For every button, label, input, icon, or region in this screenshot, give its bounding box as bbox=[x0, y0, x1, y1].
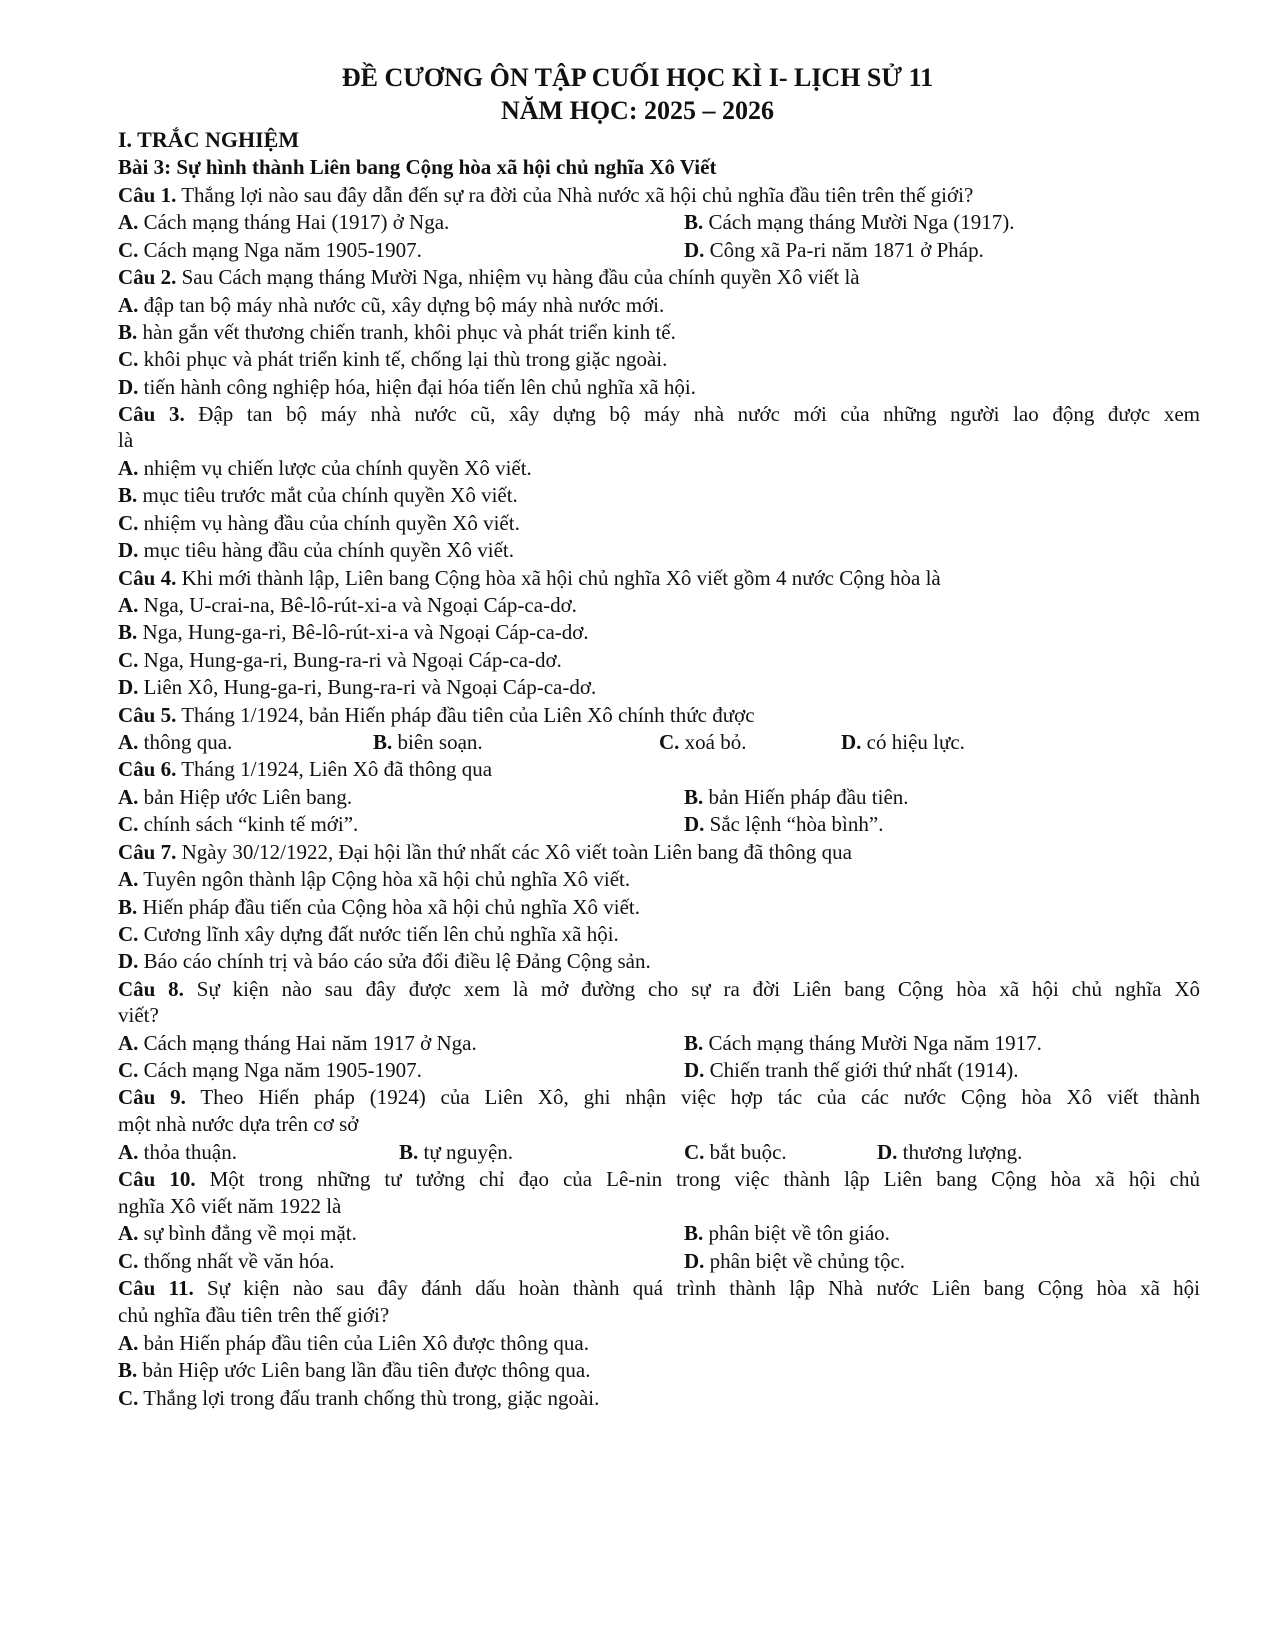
question-7: Câu 7. Ngày 30/12/1922, Đại hội lần thứ nhất các Xô viết toàn Liên bang đã thông qua bbox=[118, 840, 852, 864]
q7-option-d: D. Báo cáo chính trị và báo cáo sửa đổi điều lệ Đảng Cộng sản. bbox=[118, 949, 651, 973]
q5-option-d: D. có hiệu lực. bbox=[841, 730, 965, 754]
q1-option-a: A. Cách mạng tháng Hai (1917) ở Nga. bbox=[118, 210, 450, 234]
question-6: Câu 6. Tháng 1/1924, Liên Xô đã thông qua bbox=[118, 757, 493, 781]
question-3: Câu 3. Đập tan bộ máy nhà nước cũ, xây dựng bộ máy nhà nước mới của những người lao động được xem bbox=[118, 402, 1200, 426]
lesson-heading: Bài 3: Sự hình thành Liên bang Cộng hòa xã hội chủ nghĩa Xô Viết bbox=[118, 155, 717, 179]
q4-option-a: A. Nga, U-crai-na, Bê-lô-rút-xi-a và Ngoại Cáp-ca-dơ. bbox=[118, 593, 577, 617]
q7-option-b: B. Hiến pháp đầu tiến của Cộng hòa xã hội chủ nghĩa Xô viết. bbox=[118, 895, 640, 919]
question-3-cont: là bbox=[118, 428, 134, 452]
q4-option-d: D. Liên Xô, Hung-ga-ri, Bung-ra-ri và Ngoại Cáp-ca-dơ. bbox=[118, 675, 597, 699]
q1-option-d: D. Công xã Pa-ri năm 1871 ở Pháp. bbox=[684, 238, 984, 262]
q4-option-c: C. Nga, Hung-ga-ri, Bung-ra-ri và Ngoại Cáp-ca-dơ. bbox=[118, 648, 562, 672]
question-8-cont: viết? bbox=[118, 1003, 159, 1027]
q9-option-c: C. bắt buộc. bbox=[684, 1140, 787, 1164]
q10-option-c: C. thống nhất về văn hóa. bbox=[118, 1249, 335, 1273]
question-4: Câu 4. Khi mới thành lập, Liên bang Cộng hòa xã hội chủ nghĩa Xô viết gồm 4 nước Cộng hòa là bbox=[118, 566, 941, 590]
q3-option-b: B. mục tiêu trước mắt của chính quyền Xô viết. bbox=[118, 483, 518, 507]
q9-option-d: D. thương lượng. bbox=[877, 1140, 1023, 1164]
question-8: Câu 8. Sự kiện nào sau đây được xem là mở đường cho sự ra đời Liên bang Cộng hòa xã hội chủ nghĩa Xô bbox=[118, 977, 1200, 1001]
q2-option-a: A. đập tan bộ máy nhà nước cũ, xây dựng bộ máy nhà nước mới. bbox=[118, 293, 665, 317]
q11-option-c: C. Thắng lợi trong đấu tranh chống thù trong, giặc ngoài. bbox=[118, 1386, 600, 1410]
q1-option-b: B. Cách mạng tháng Mười Nga (1917). bbox=[684, 210, 1015, 234]
question-10-cont: nghĩa Xô viết năm 1922 là bbox=[118, 1194, 342, 1218]
q3-option-d: D. mục tiêu hàng đầu của chính quyền Xô viết. bbox=[118, 538, 514, 562]
q11-option-b: B. bản Hiệp ước Liên bang lần đầu tiên được thông qua. bbox=[118, 1358, 591, 1382]
q7-option-c: C. Cương lĩnh xây dựng đất nước tiến lên chủ nghĩa xã hội. bbox=[118, 922, 619, 946]
q1-option-c: C. Cách mạng Nga năm 1905-1907. bbox=[118, 238, 422, 262]
q5-option-a: A. thông qua. bbox=[118, 730, 233, 754]
q8-option-c: C. Cách mạng Nga năm 1905-1907. bbox=[118, 1058, 422, 1082]
q6-option-b: B. bản Hiến pháp đầu tiên. bbox=[684, 785, 909, 809]
question-9: Câu 9. Theo Hiến pháp (1924) của Liên Xô, ghi nhận việc hợp tác của các nước Cộng hòa Xô viết thành bbox=[118, 1085, 1200, 1109]
q6-option-c: C. chính sách “kinh tế mới”. bbox=[118, 812, 359, 836]
q5-option-c: C. xoá bỏ. bbox=[659, 730, 747, 754]
q2-option-b: B. hàn gắn vết thương chiến tranh, khôi phục và phát triển kinh tế. bbox=[118, 320, 676, 344]
document-title: ĐỀ CƯƠNG ÔN TẬP CUỐI HỌC KÌ I- LỊCH SỬ 11 bbox=[341, 63, 934, 92]
question-9-cont: một nhà nước dựa trên cơ sở bbox=[118, 1112, 359, 1136]
q5-option-b: B. biên soạn. bbox=[373, 730, 483, 754]
question-1: Câu 1. Thắng lợi nào sau đây dẫn đến sự ra đời của Nhà nước xã hội chủ nghĩa đầu tiên trên thế giới? bbox=[118, 183, 974, 207]
q2-option-c: C. khôi phục và phát triển kinh tế, chống lại thù trong giặc ngoài. bbox=[118, 347, 668, 371]
q10-option-b: B. phân biệt về tôn giáo. bbox=[684, 1221, 890, 1245]
q6-option-a: A. bản Hiệp ước Liên bang. bbox=[118, 785, 353, 809]
q4-option-b: B. Nga, Hung-ga-ri, Bê-lô-rút-xi-a và Ngoại Cáp-ca-dơ. bbox=[118, 620, 589, 644]
q2-option-d: D. tiến hành công nghiệp hóa, hiện đại hóa tiến lên chủ nghĩa xã hội. bbox=[118, 375, 696, 399]
q3-option-a: A. nhiệm vụ chiến lược của chính quyền Xô viết. bbox=[118, 456, 532, 480]
q6-option-d: D. Sắc lệnh “hòa bình”. bbox=[684, 812, 884, 836]
q8-option-d: D. Chiến tranh thế giới thứ nhất (1914). bbox=[684, 1058, 1019, 1082]
q8-option-b: B. Cách mạng tháng Mười Nga năm 1917. bbox=[684, 1031, 1042, 1055]
q8-option-a: A. Cách mạng tháng Hai năm 1917 ở Nga. bbox=[118, 1031, 477, 1055]
school-year: NĂM HỌC: 2025 – 2026 bbox=[501, 96, 774, 125]
q9-option-a: A. thỏa thuận. bbox=[118, 1140, 237, 1164]
q10-option-d: D. phân biệt về chủng tộc. bbox=[684, 1249, 906, 1273]
question-11: Câu 11. Sự kiện nào sau đây đánh dấu hoàn thành quá trình thành lập Nhà nước Liên bang Cộng hòa xã hội bbox=[118, 1276, 1201, 1300]
q10-option-a: A. sự bình đẳng về mọi mặt. bbox=[118, 1221, 357, 1245]
question-5: Câu 5. Tháng 1/1924, bản Hiến pháp đầu tiên của Liên Xô chính thức được bbox=[118, 703, 755, 727]
question-10: Câu 10. Một trong những tư tưởng chỉ đạo của Lê-nin trong việc thành lập Liên bang Cộng hòa xã hội chủ bbox=[118, 1167, 1200, 1191]
section-heading: I. TRẮC NGHIỆM bbox=[118, 127, 300, 152]
q11-option-a: A. bản Hiến pháp đầu tiên của Liên Xô được thông qua. bbox=[118, 1331, 589, 1355]
q3-option-c: C. nhiệm vụ hàng đầu của chính quyền Xô viết. bbox=[118, 511, 520, 535]
q7-option-a: A. Tuyên ngôn thành lập Cộng hòa xã hội chủ nghĩa Xô viết. bbox=[118, 867, 631, 891]
question-11-cont: chủ nghĩa đầu tiên trên thế giới? bbox=[118, 1303, 390, 1327]
q9-option-b: B. tự nguyện. bbox=[399, 1140, 514, 1164]
question-2: Câu 2. Sau Cách mạng tháng Mười Nga, nhiệm vụ hàng đầu của chính quyền Xô viết là bbox=[118, 265, 860, 289]
